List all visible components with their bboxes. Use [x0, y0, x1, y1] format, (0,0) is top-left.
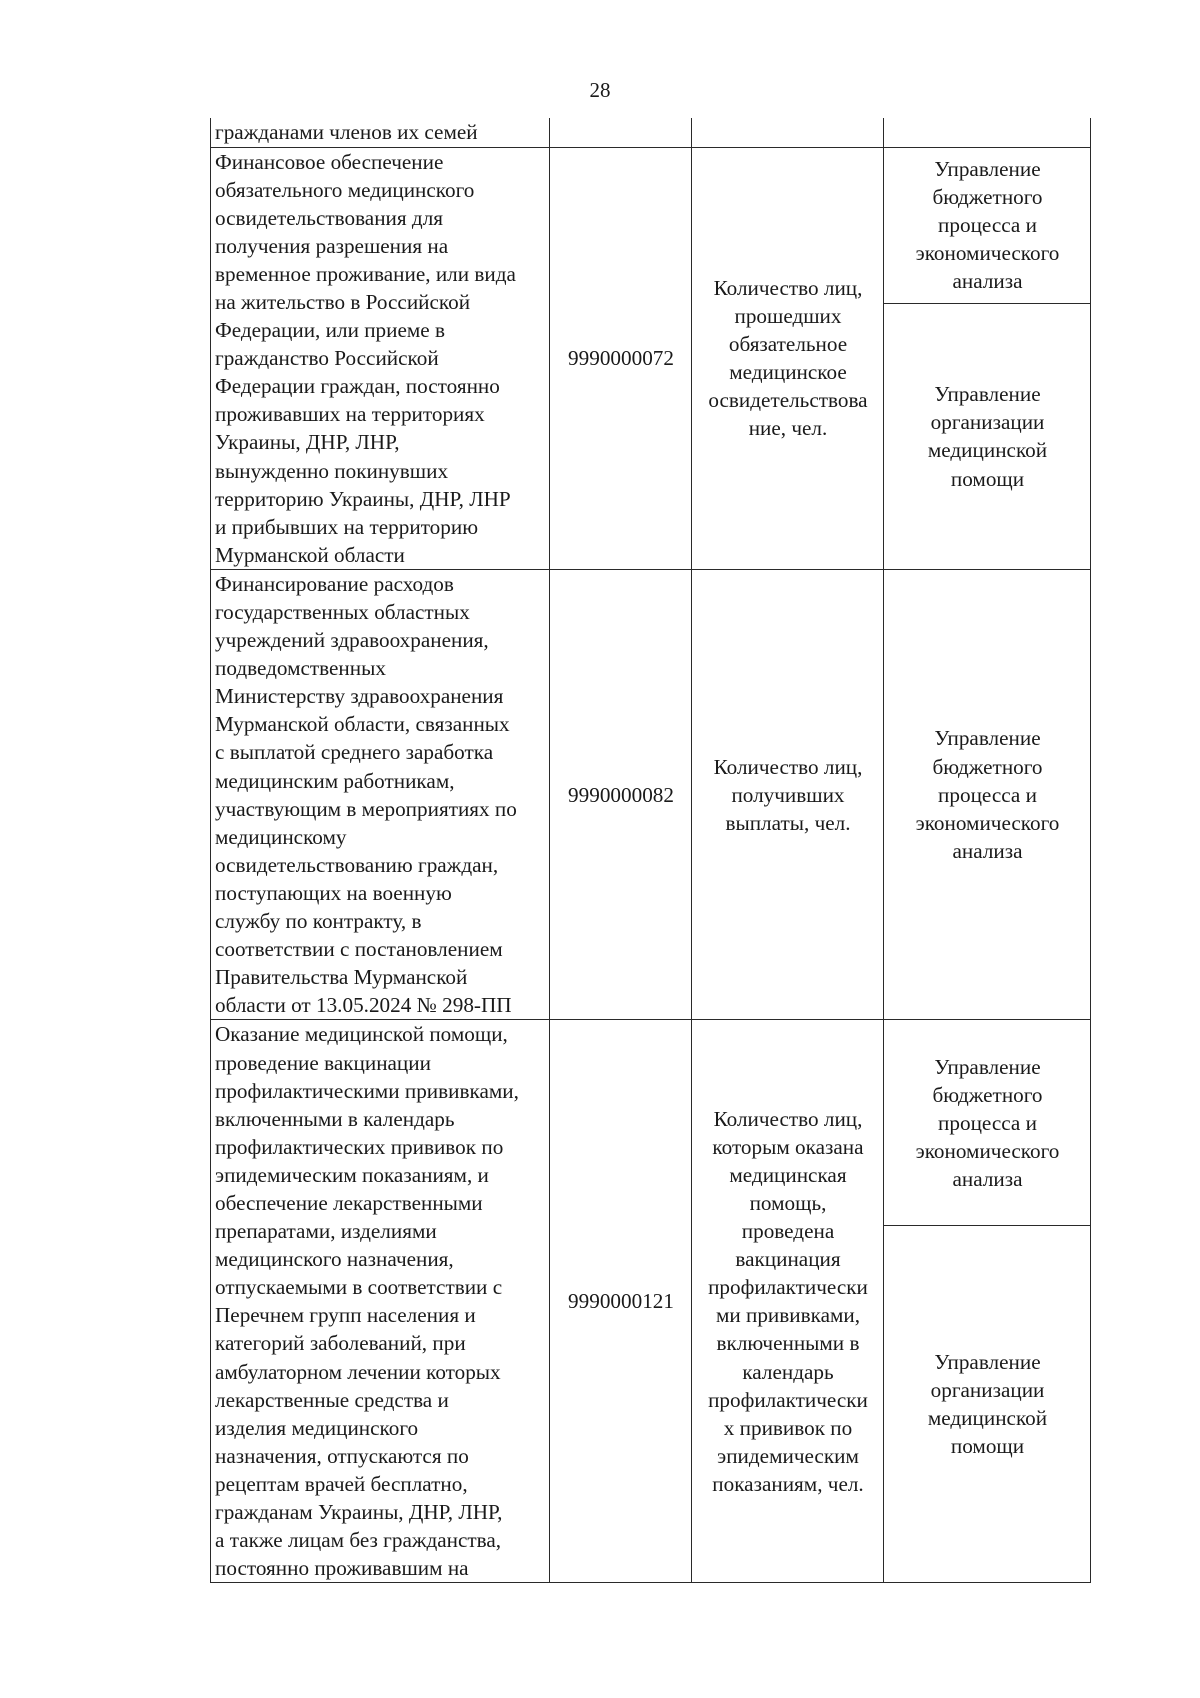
- description-line: проживавших на территориях: [215, 402, 485, 427]
- indicator-line: которым оказана: [712, 1134, 864, 1159]
- description-line: подведомственных: [215, 656, 386, 681]
- description-line: включенными в календарь: [215, 1106, 455, 1131]
- indicator-line: эпидемическим: [717, 1443, 859, 1468]
- indicator-line: Количество лиц,: [713, 275, 863, 300]
- responsible-line: анализа: [952, 1166, 1023, 1191]
- indicator-line: включенными в: [716, 1331, 860, 1356]
- indicator-line: календарь: [742, 1359, 834, 1384]
- description-line: Министерству здравоохранения: [215, 684, 504, 709]
- indicator-line: вакцинация: [735, 1247, 841, 1272]
- description-line: рецептам врачей бесплатно,: [215, 1471, 468, 1496]
- description-line: назначения, отпускаются по: [215, 1443, 469, 1468]
- description-line: категорий заболеваний, при: [215, 1331, 466, 1356]
- description-line: отпускаемыми в соответствии с: [215, 1275, 503, 1300]
- responsible-line: Управление: [934, 726, 1041, 751]
- description-line: обеспечение лекарственными: [215, 1190, 483, 1215]
- responsible-line: анализа: [952, 838, 1023, 863]
- responsible-line: бюджетного: [932, 185, 1043, 210]
- row-indicator: [692, 118, 884, 147]
- indicator-line: ми прививками,: [715, 1303, 861, 1328]
- row-responsible: [884, 304, 1091, 570]
- description-line: постоянно проживавшим на: [215, 1556, 469, 1581]
- indicator-line: ние, чел.: [748, 416, 828, 441]
- row-description: [211, 147, 550, 569]
- description-line: Федерации граждан, постоянно: [215, 374, 500, 399]
- indicator-line: Количество лиц,: [713, 754, 863, 779]
- row-code: 9990000121: [550, 1020, 692, 1583]
- indicator-line: Количество лиц,: [713, 1106, 863, 1131]
- responsible-line: экономического: [915, 241, 1060, 266]
- indicator-line: показаниям, чел.: [712, 1471, 864, 1496]
- row-description: [211, 118, 550, 147]
- row-responsible: [884, 118, 1091, 147]
- row-description: [211, 1020, 550, 1583]
- description-line: на жительство в Российской: [215, 289, 471, 314]
- description-line: Перечнем групп населения и: [215, 1303, 476, 1328]
- description-line: вынужденно покинувших: [215, 458, 449, 483]
- indicator-line: проведена: [741, 1219, 835, 1244]
- description-line: участвующим в мероприятиях по: [215, 796, 517, 821]
- description-line: проведение вакцинации: [215, 1050, 431, 1075]
- indicator-line: х прививок по: [723, 1415, 853, 1440]
- description-line: гражданство Российской: [215, 346, 439, 371]
- table-row: [211, 147, 1091, 304]
- responsible-line: организации: [930, 1378, 1045, 1403]
- description-line: лекарственные средства и: [215, 1387, 449, 1412]
- responsible-line: Управление: [934, 1349, 1041, 1374]
- description-line: Федерации, или приеме в: [215, 318, 445, 343]
- responsible-line: экономического: [915, 1138, 1060, 1163]
- indicator-line: профилактически: [708, 1387, 868, 1412]
- description-line: территорию Украины, ДНР, ЛНР: [215, 486, 511, 511]
- row-responsible: [884, 1020, 1091, 1226]
- description-line: Правительства Мурманской: [215, 965, 468, 990]
- indicator-line: получивших: [731, 782, 845, 807]
- responsible-line: экономического: [915, 810, 1060, 835]
- program-table: [210, 118, 1091, 1583]
- row-description: [211, 569, 550, 1020]
- indicator-line: медицинская: [729, 1162, 847, 1187]
- row-responsible: [884, 1226, 1091, 1583]
- description-line: Мурманской области, связанных: [215, 712, 510, 737]
- description-line: медицинскому: [215, 824, 347, 849]
- row-code: 9990000082: [550, 569, 692, 1020]
- responsible-line: Управление: [934, 1054, 1041, 1079]
- responsible-line: медицинской: [927, 438, 1048, 463]
- description-line: профилактическими прививками,: [215, 1078, 519, 1103]
- row-responsible: [884, 569, 1091, 1020]
- row-indicator: [692, 1020, 884, 1583]
- description-line: эпидемическим показаниям, и: [215, 1162, 489, 1187]
- responsible-line: бюджетного: [932, 1082, 1043, 1107]
- description-line: Финансирование расходов: [215, 571, 454, 596]
- description-line: профилактических прививок по: [215, 1134, 504, 1159]
- description-line: Финансовое обеспечение: [215, 149, 444, 174]
- description-line: амбулаторном лечении которых: [215, 1359, 501, 1384]
- row-responsible: [884, 147, 1091, 304]
- description-line: Оказание медицинской помощи,: [215, 1022, 508, 1047]
- description-line: области от 13.05.2024 № 298-ПП: [215, 993, 512, 1018]
- responsible-line: помощи: [950, 1434, 1025, 1459]
- indicator-line: освидетельствова: [708, 388, 868, 413]
- responsible-line: процесса и: [938, 782, 1037, 807]
- row-indicator: [692, 569, 884, 1020]
- table-row: [211, 118, 1091, 147]
- description-line: гражданами членов их семей: [215, 120, 478, 144]
- description-line: обязательного медицинского: [215, 177, 475, 202]
- row-indicator: [692, 147, 884, 569]
- row-code: 9990000072: [550, 147, 692, 569]
- table-row: [211, 569, 1091, 1020]
- description-line: получения разрешения на: [215, 233, 449, 258]
- indicator-line: обязательное: [728, 332, 848, 357]
- description-line: медицинским работникам,: [215, 768, 455, 793]
- row-code: [550, 118, 692, 147]
- description-line: поступающих на военную: [215, 880, 452, 905]
- description-line: Украины, ДНР, ЛНР,: [215, 430, 400, 455]
- description-line: а также лицам без гражданства,: [215, 1528, 502, 1553]
- responsible-line: бюджетного: [932, 754, 1043, 779]
- responsible-line: процесса и: [938, 213, 1037, 238]
- indicator-line: медицинское: [729, 360, 847, 385]
- responsible-line: помощи: [950, 466, 1025, 491]
- responsible-line: организации: [930, 410, 1045, 435]
- description-line: с выплатой среднего заработка: [215, 740, 494, 765]
- description-line: учреждений здравоохранения,: [215, 628, 489, 653]
- description-line: освидетельствования для: [215, 205, 444, 230]
- responsible-line: медицинской: [927, 1406, 1048, 1431]
- description-line: временное проживание, или вида: [215, 261, 516, 286]
- description-line: и прибывших на территорию: [215, 514, 479, 539]
- description-line: освидетельствованию граждан,: [215, 852, 499, 877]
- description-line: препаратами, изделиями: [215, 1219, 437, 1244]
- description-line: государственных областных: [215, 600, 470, 624]
- description-line: службу по контракту, в: [215, 909, 422, 934]
- description-line: соответствии с постановлением: [215, 937, 503, 962]
- indicator-line: помощь,: [749, 1190, 827, 1215]
- table-row: [211, 1020, 1091, 1226]
- description-line: гражданам Украины, ДНР, ЛНР,: [215, 1500, 503, 1524]
- responsible-line: анализа: [952, 269, 1023, 294]
- responsible-line: процесса и: [938, 1110, 1037, 1135]
- responsible-line: Управление: [934, 382, 1041, 407]
- description-line: Мурманской области: [215, 542, 405, 567]
- indicator-line: прошедших: [734, 304, 842, 329]
- responsible-line: Управление: [934, 157, 1041, 182]
- indicator-line: профилактически: [708, 1275, 868, 1300]
- page-number: 28: [589, 78, 611, 102]
- description-line: медицинского назначения,: [215, 1247, 454, 1272]
- description-line: изделия медицинского: [215, 1415, 419, 1440]
- indicator-line: выплаты, чел.: [725, 810, 851, 835]
